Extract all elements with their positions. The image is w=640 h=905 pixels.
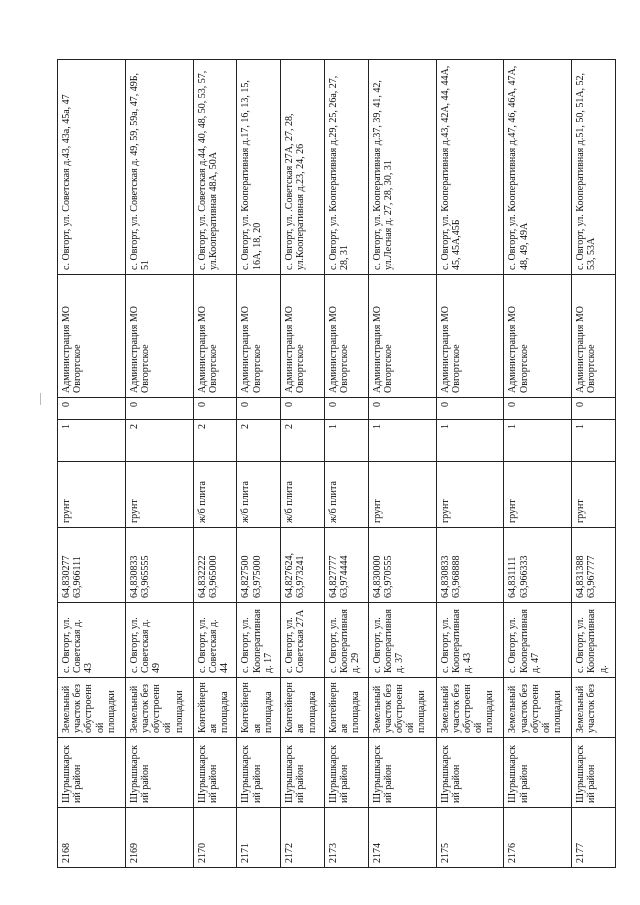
cell-volume: 0 bbox=[436, 398, 504, 420]
cell-site-type: Земельный участок без обустроенной площадки bbox=[58, 678, 126, 738]
cell-served-addresses: с. Овгорт, ул. Кооперативная д.17, 16, 13, 15, 16А, 18, 20 bbox=[237, 60, 281, 275]
cell-served-addresses: с. Овгорт, ул. Советская д.44, 40, 48, 50, 53, 57, ул.Кооперативная 48А, 50А bbox=[193, 60, 237, 275]
cell-surface: ж/б плита bbox=[281, 462, 325, 528]
cell-container-count: 1 bbox=[368, 420, 436, 462]
cell-volume: 0 bbox=[125, 398, 193, 420]
cell-volume: 0 bbox=[324, 398, 368, 420]
cell-address: с. Овгорт, ул. Кооперативная д. 29 bbox=[324, 603, 368, 678]
table-row bbox=[125, 60, 193, 868]
table-row bbox=[504, 60, 572, 868]
cell-container-count: 2 bbox=[281, 420, 325, 462]
cell-surface: ж/б плита bbox=[193, 462, 237, 528]
cell-site-type: Земельный участок без обустроенной площадки bbox=[368, 678, 436, 738]
cell-served-addresses: с. Овгорт, ул. Кооперативная д.43, 42А, 44, 44А, 45, 45А,45Б bbox=[436, 60, 504, 275]
table-body bbox=[58, 60, 616, 868]
cell-container-count: 1 bbox=[572, 420, 616, 462]
cell-address: с. Овгорт, ул. Советская д. 49 bbox=[125, 603, 193, 678]
cell-number: 2174 bbox=[368, 808, 436, 868]
cell-address: с. Овгорт, ул. Кооперативная д. 37 bbox=[368, 603, 436, 678]
cell-address: с. Овгорт, ул. Кооперативная д. 17 bbox=[237, 603, 281, 678]
cell-surface: грунт bbox=[572, 462, 616, 528]
cell-address: с. Овгорт, ул. Советская 27А bbox=[281, 603, 325, 678]
scan-artifact-mark bbox=[40, 393, 41, 405]
cell-coordinates: 64,832222 63,965000 bbox=[193, 528, 237, 603]
cell-coordinates: 64,827624, 63,973241 bbox=[281, 528, 325, 603]
cell-volume: 0 bbox=[281, 398, 325, 420]
table-row bbox=[237, 60, 281, 868]
cell-surface: грунт bbox=[504, 462, 572, 528]
cell-owner: Администрация МО Овгортское bbox=[281, 275, 325, 398]
table-row bbox=[281, 60, 325, 868]
cell-number: 2172 bbox=[281, 808, 325, 868]
cell-number: 2173 bbox=[324, 808, 368, 868]
cell-surface: грунт bbox=[58, 462, 126, 528]
cell-container-count: 1 bbox=[324, 420, 368, 462]
cell-site-type: Земельный участок без обустроенной площадки bbox=[504, 678, 572, 738]
cell-district: Шурышкарский район bbox=[504, 738, 572, 808]
cell-served-addresses: с. Овгорт, ул. Советская д.43, 43а, 45а, 47 bbox=[58, 60, 126, 275]
cell-owner: Администрация МО Овгортское bbox=[368, 275, 436, 398]
cell-district: Шурышкарский район bbox=[58, 738, 126, 808]
table-row bbox=[193, 60, 237, 868]
cell-owner: Администрация МО Овгортское bbox=[125, 275, 193, 398]
cell-site-type: Земельный участок без обустроенной площадки bbox=[436, 678, 504, 738]
table-row bbox=[368, 60, 436, 868]
cell-container-count: 2 bbox=[125, 420, 193, 462]
cell-served-addresses: с. Овгорт, ул. Кооперативная д.47, 46, 46А, 47А, 48, 49, 49А bbox=[504, 60, 572, 275]
cell-site-type: Контейнерная площадка bbox=[193, 678, 237, 738]
cell-district: Шурышкарский район bbox=[572, 738, 616, 808]
cell-coordinates: 64,831111 63,966333 bbox=[504, 528, 572, 603]
cell-coordinates: 64,827777 63,974444 bbox=[324, 528, 368, 603]
table-row bbox=[436, 60, 504, 868]
cell-address: с. Овгорт, ул. Кооперативная д. bbox=[572, 603, 616, 678]
cell-owner: Администрация МО Овгортское bbox=[504, 275, 572, 398]
rotated-table-wrapper bbox=[57, 60, 616, 868]
cell-container-count: 1 bbox=[436, 420, 504, 462]
cell-volume: 0 bbox=[572, 398, 616, 420]
cell-district: Шурышкарский район bbox=[193, 738, 237, 808]
cell-site-type: Земельный участок без обустроенной площадки bbox=[125, 678, 193, 738]
cell-volume: 0 bbox=[58, 398, 126, 420]
cell-address: с. Овгорт, ул. Советская д. 44 bbox=[193, 603, 237, 678]
waste-sites-table bbox=[57, 59, 616, 868]
cell-coordinates: 64,831388 63,967777 bbox=[572, 528, 616, 603]
cell-served-addresses: с. Овгорт, ул. Кооперативная д.29, 25, 26а, 27, 28, 31 bbox=[324, 60, 368, 275]
table-row bbox=[324, 60, 368, 868]
cell-owner: Администрация МО Овгортское bbox=[193, 275, 237, 398]
cell-district: Шурышкарский район bbox=[281, 738, 325, 808]
cell-container-count: 1 bbox=[58, 420, 126, 462]
cell-served-addresses: с. Овгорт, ул. Кооперативная д.37, 39, 41, 42, ул.Лесная д. 27, 28, 30, 31 bbox=[368, 60, 436, 275]
cell-coordinates: 64,830833 63,965555 bbox=[125, 528, 193, 603]
cell-coordinates: 64,830833 63,968888 bbox=[436, 528, 504, 603]
cell-address: с. Овгорт, ул. Кооперативная д. 47 bbox=[504, 603, 572, 678]
cell-container-count: 1 bbox=[504, 420, 572, 462]
cell-district: Шурышкарский район bbox=[125, 738, 193, 808]
cell-site-type: Контейнерная площадка bbox=[237, 678, 281, 738]
cell-surface: ж/б плита bbox=[237, 462, 281, 528]
cell-served-addresses: с. Овгорт, ул. Советская д. 49, 59, 59а, 47, 49Б, 51 bbox=[125, 60, 193, 275]
table-row bbox=[58, 60, 126, 868]
cell-number: 2171 bbox=[237, 808, 281, 868]
cell-served-addresses: с. Овгорт, ул. .Советская 27А, 27, 28, ул.Кооперативная д.23, 24, 26 bbox=[281, 60, 325, 275]
cell-served-addresses: с. Овгорт, ул. Кооперативная д.51, 50, 51А, 52, 53, 53А bbox=[572, 60, 616, 275]
cell-surface: грунт bbox=[368, 462, 436, 528]
cell-container-count: 2 bbox=[237, 420, 281, 462]
cell-district: Шурышкарский район bbox=[324, 738, 368, 808]
cell-coordinates: 64,830000 63,970555 bbox=[368, 528, 436, 603]
cell-site-type: Контейнерная площадка bbox=[281, 678, 325, 738]
cell-district: Шурышкарский район bbox=[436, 738, 504, 808]
cell-owner: Администрация МО Овгортское bbox=[436, 275, 504, 398]
cell-owner: Администрация МО Овгортское bbox=[324, 275, 368, 398]
cell-number: 2176 bbox=[504, 808, 572, 868]
cell-volume: 0 bbox=[368, 398, 436, 420]
cell-surface: грунт bbox=[436, 462, 504, 528]
cell-address: с. Овгорт, ул. Советская д. 43 bbox=[58, 603, 126, 678]
cell-address: с. Овгорт, ул. Кооперативная д. 43 bbox=[436, 603, 504, 678]
cell-volume: 0 bbox=[193, 398, 237, 420]
cell-number: 2170 bbox=[193, 808, 237, 868]
cell-district: Шурышкарский район bbox=[237, 738, 281, 808]
cell-number: 2175 bbox=[436, 808, 504, 868]
cell-district: Шурышкарский район bbox=[368, 738, 436, 808]
cell-container-count: 2 bbox=[193, 420, 237, 462]
cell-site-type: Контейнерная площадка bbox=[324, 678, 368, 738]
cell-surface: грунт bbox=[125, 462, 193, 528]
cell-number: 2177 bbox=[572, 808, 616, 868]
cell-volume: 0 bbox=[504, 398, 572, 420]
cell-volume: 0 bbox=[237, 398, 281, 420]
cell-site-type: Земельный участок без bbox=[572, 678, 616, 738]
cell-owner: Администрация МО Овгортское bbox=[58, 275, 126, 398]
table-row bbox=[572, 60, 616, 868]
cell-number: 2168 bbox=[58, 808, 126, 868]
cell-owner: Администрация МО Овгортское bbox=[572, 275, 616, 398]
cell-coordinates: 64,827500 63,975000 bbox=[237, 528, 281, 603]
cell-number: 2169 bbox=[125, 808, 193, 868]
cell-surface: ж/б плита bbox=[324, 462, 368, 528]
cell-owner: Администрация МО Овгортское bbox=[237, 275, 281, 398]
cell-coordinates: 64,830277 63,966111 bbox=[58, 528, 126, 603]
